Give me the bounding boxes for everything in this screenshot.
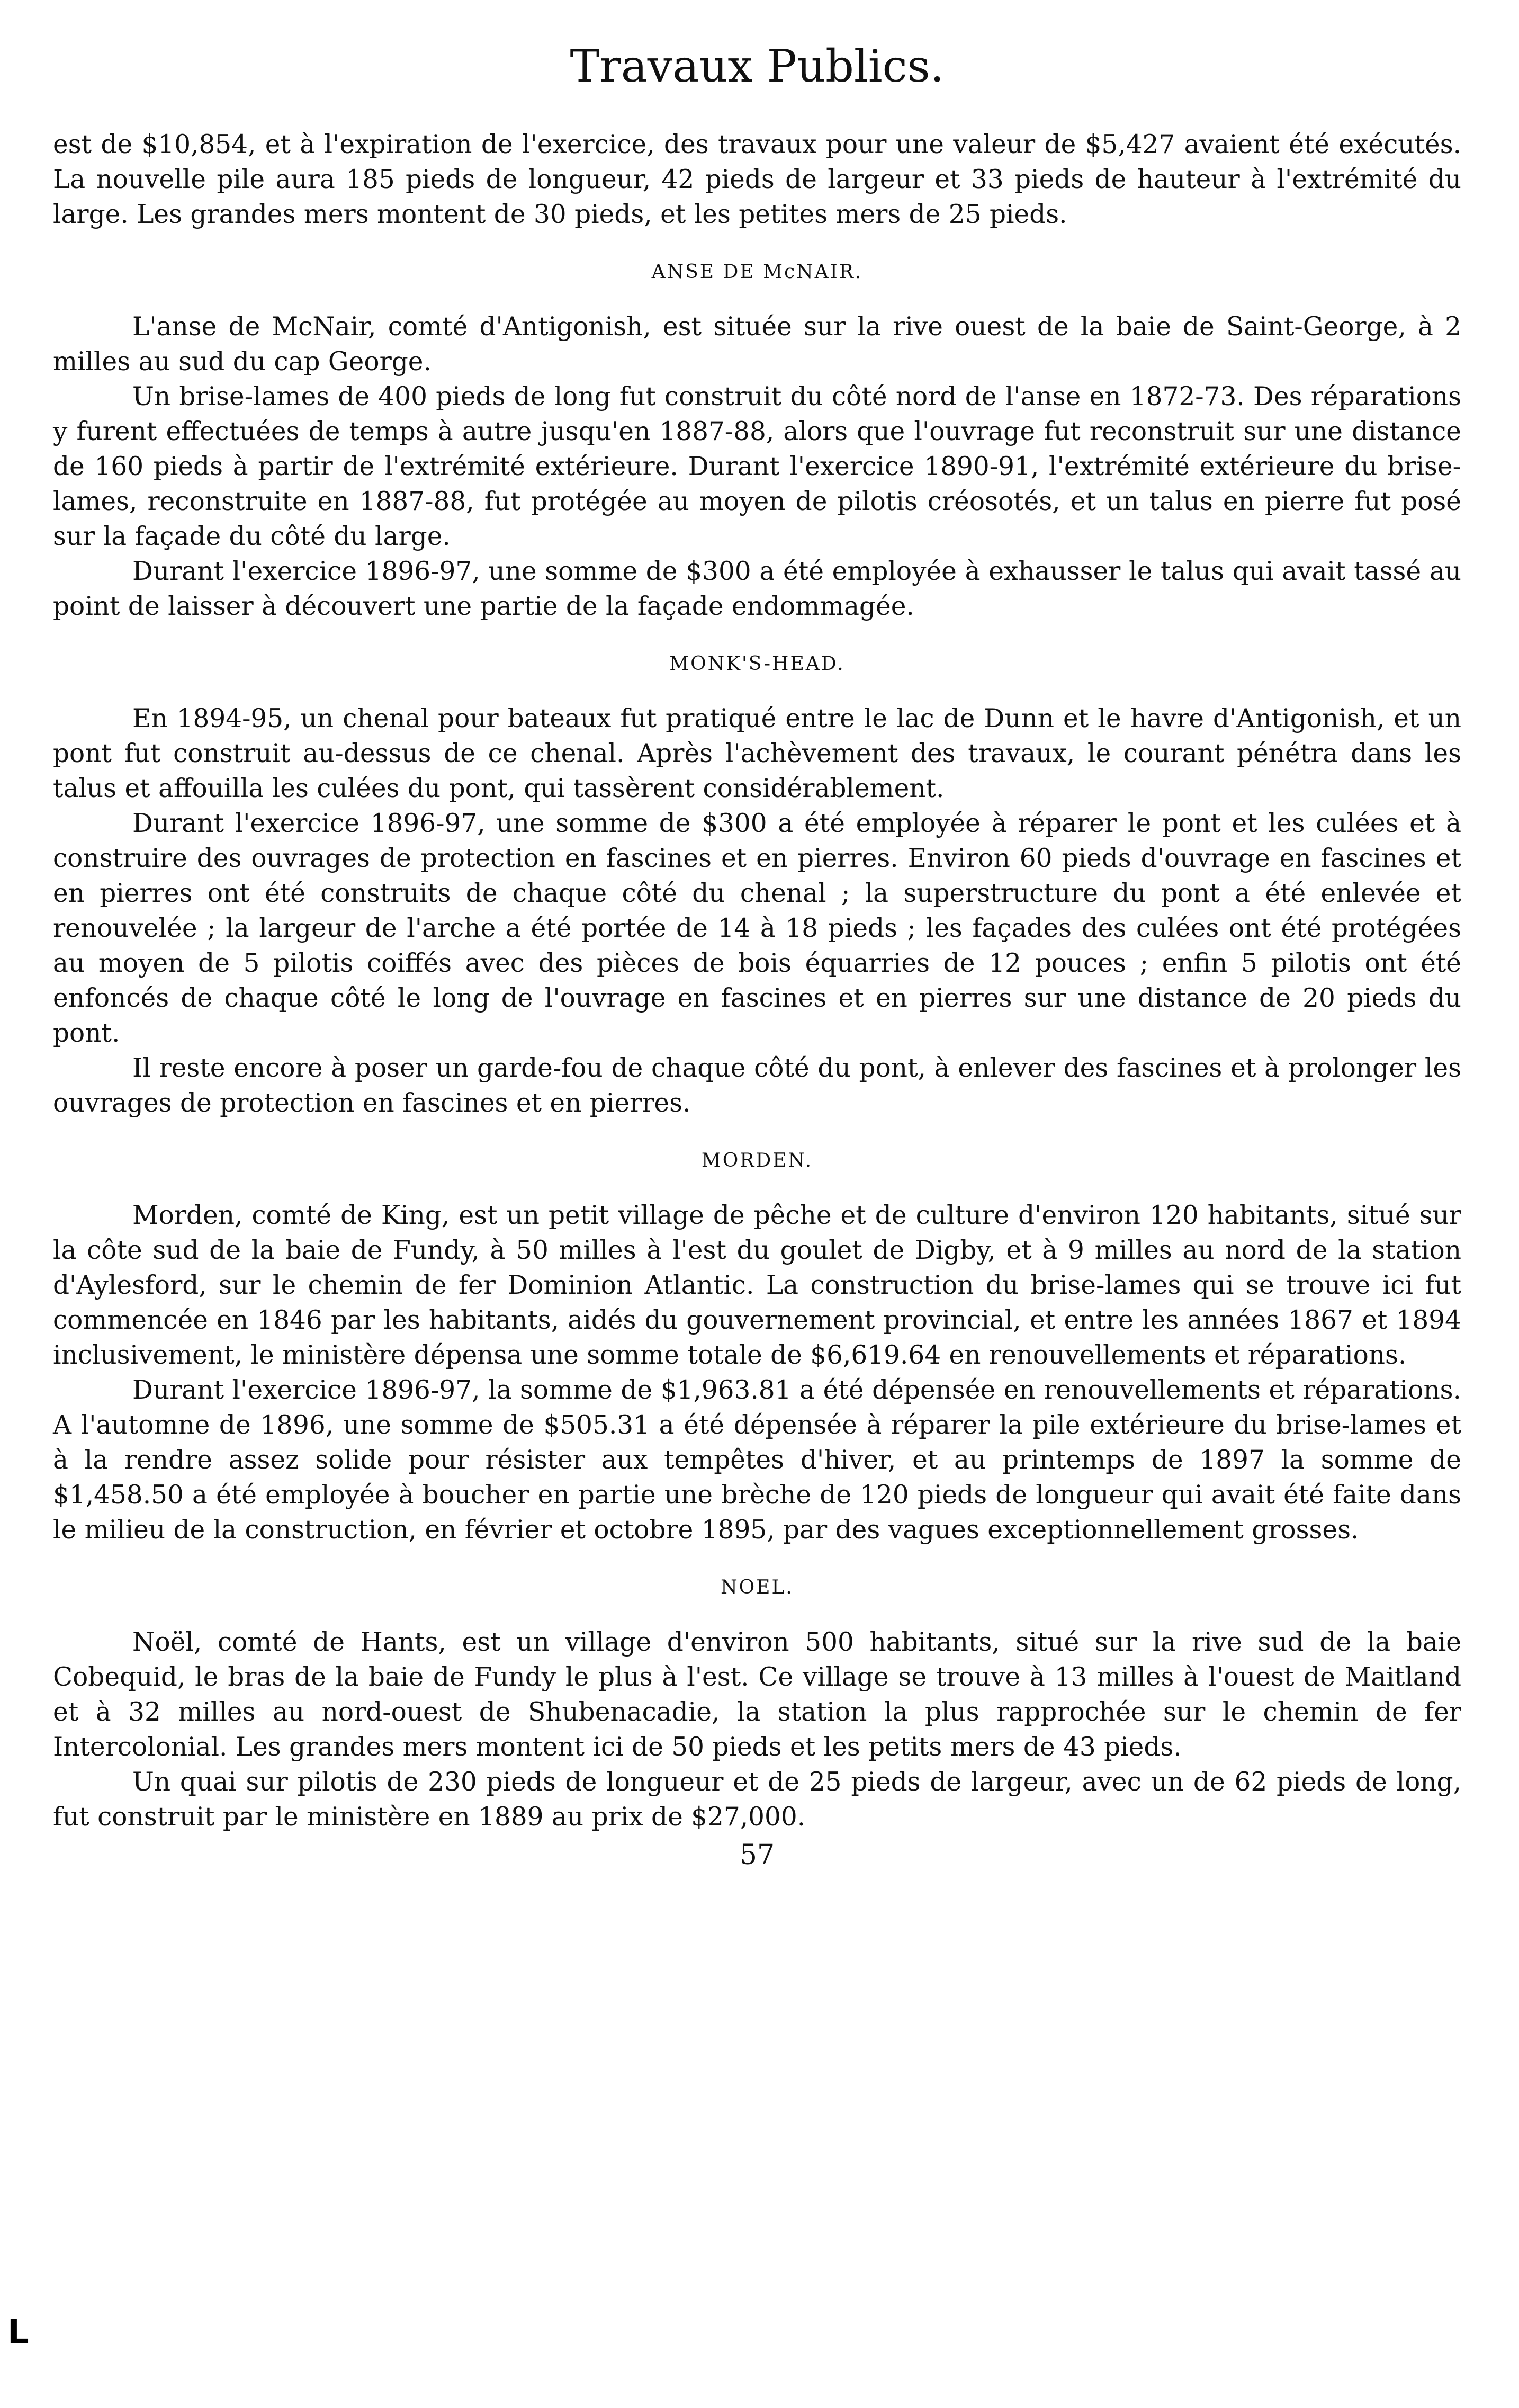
paragraph: En 1894-95, un chenal pour bateaux fut pratiqué entre le lac de Dunn et le havre d'Antigonish, et un pont fut construit au-dessus de ce chenal. Après l'achèvement des travaux, le courant pénétra dans les talus et affouilla les culées du pont, qui tassèrent considérablement.: [53, 704, 1461, 803]
section-noel: [53, 1576, 1461, 1834]
page-number: 57: [739, 1839, 775, 1871]
document-page: [53, 37, 1461, 1873]
paragraph: Durant l'exercice 1896-97, une somme de $300 a été employée à exhausser le talus qui avait tassé au point de laisser à découvert une partie de la façade endommagée.: [53, 557, 1461, 621]
paragraph: Morden, comté de King, est un petit village de pêche et de culture d'environ 120 habitants, situé sur la côte sud de la baie de Fundy, à 50 milles à l'est du goulet de Digby, et à 9 milles au nord de la station d'Aylesford, sur le chemin de fer Dominion Atlantic. La construction du brise-lames qui se trouve ici fut commencée en 1846 par les habitants, aidés du gouvernement provincial, et entre les années 1867 et 1894 inclusivement, le ministère dépensa une somme totale de $6,619.64 en renouvellements et réparations.: [53, 1201, 1461, 1370]
paragraph: Durant l'exercice 1896-97, la somme de $1,963.81 a été dépensée en renouvellements et réparations. A l'automne de 1896, une somme de $505.31 a été dépensée à réparer la pile extérieure du brise-lames et à la rendre assez solide pour résister aux tempêtes d'hiver, et au printemps de 1897 la somme de $1,458.50 a été employée à boucher en partie une brèche de 120 pieds de longueur qui avait été faite dans le milieu de la construction, en février et octobre 1895, par des vagues exceptionnellement grosses.: [53, 1375, 1461, 1545]
section-title: ANSE DE McNAIR.: [651, 261, 863, 283]
section-title: NOEL.: [721, 1577, 794, 1598]
paragraph: Un quai sur pilotis de 230 pieds de longueur et de 25 pieds de largeur, avec un de 62 pieds de long, fut construit par le ministère en 1889 au prix de $27,000.: [53, 1767, 1461, 1832]
section-monks-head: [53, 652, 1461, 1121]
intro-paragraph: est de $10,854, et à l'expiration de l'exercice, des travaux pour une valeur de $5,427 avaient été exécutés. La nouvelle pile aura 185 pieds de longueur, 42 pieds de largeur et 33 pieds de hauteur à l'extrémité du large. Les grandes mers montent de 30 pieds, et les petites mers de 25 pieds.: [53, 130, 1461, 229]
printer-mark: L: [7, 2313, 29, 2352]
section-title: MORDEN.: [701, 1150, 813, 1171]
paragraph: Durant l'exercice 1896-97, une somme de $300 a été employée à réparer le pont et les culées et à construire des ouvrages de protection en fascines et en pierres. Environ 60 pieds d'ouvrage en fascines et en pierres ont été construits de chaque côté du chenal ; la superstructure du pont a été enlevée et renouvelée ; la largeur de l'arche a été portée de 14 à 18 pieds ; les façades des culées ont été protégées au moyen de 5 pilotis coiffés avec des pièces de bois équarries de 12 pouces ; enfin 5 pilotis ont été enfoncés de chaque côté le long de l'ouvrage en fascines et en pierres sur une distance de 20 pieds du pont.: [53, 809, 1461, 1048]
paragraph: Noël, comté de Hants, est un village d'environ 500 habitants, situé sur la rive sud de la baie Cobequid, le bras de la baie de Fundy le plus à l'est. Ce village se trouve à 13 milles à l'ouest de Maitland et à 32 milles au nord-ouest de Shubenacadie, la station la plus rapprochée sur le chemin de fer Intercolonial. Les grandes mers montent ici de 50 pieds et les petits mers de 43 pieds.: [53, 1627, 1461, 1762]
section-title: MONK'S-HEAD.: [669, 653, 845, 675]
page-header: Travaux Publics.: [570, 40, 945, 92]
paragraph: L'anse de McNair, comté d'Antigonish, est située sur la rive ouest de la baie de Saint-George, à 2 milles au sud du cap George.: [53, 312, 1461, 377]
paragraph: Un brise-lames de 400 pieds de long fut construit du côté nord de l'anse en 1872-73. Des réparations y furent effectuées de temps à autre jusqu'en 1887-88, alors que l'ouvrage fut reconstruit sur une distance de 160 pieds à partir de l'extrémité extérieure. Durant l'exercice 1890-91, l'extrémité extérieure du brise-lames, reconstruite en 1887-88, fut protégée au moyen de pilotis créosotés, et un talus en pierre fut posé sur la façade du côté du large.: [53, 382, 1461, 551]
section-anse-de-mcnair: [53, 261, 1461, 624]
section-morden: [53, 1149, 1461, 1547]
paragraph: Il reste encore à poser un garde-fou de chaque côté du pont, à enlever des fascines et à prolonger les ouvrages de protection en fascines et en pierres.: [53, 1053, 1461, 1118]
